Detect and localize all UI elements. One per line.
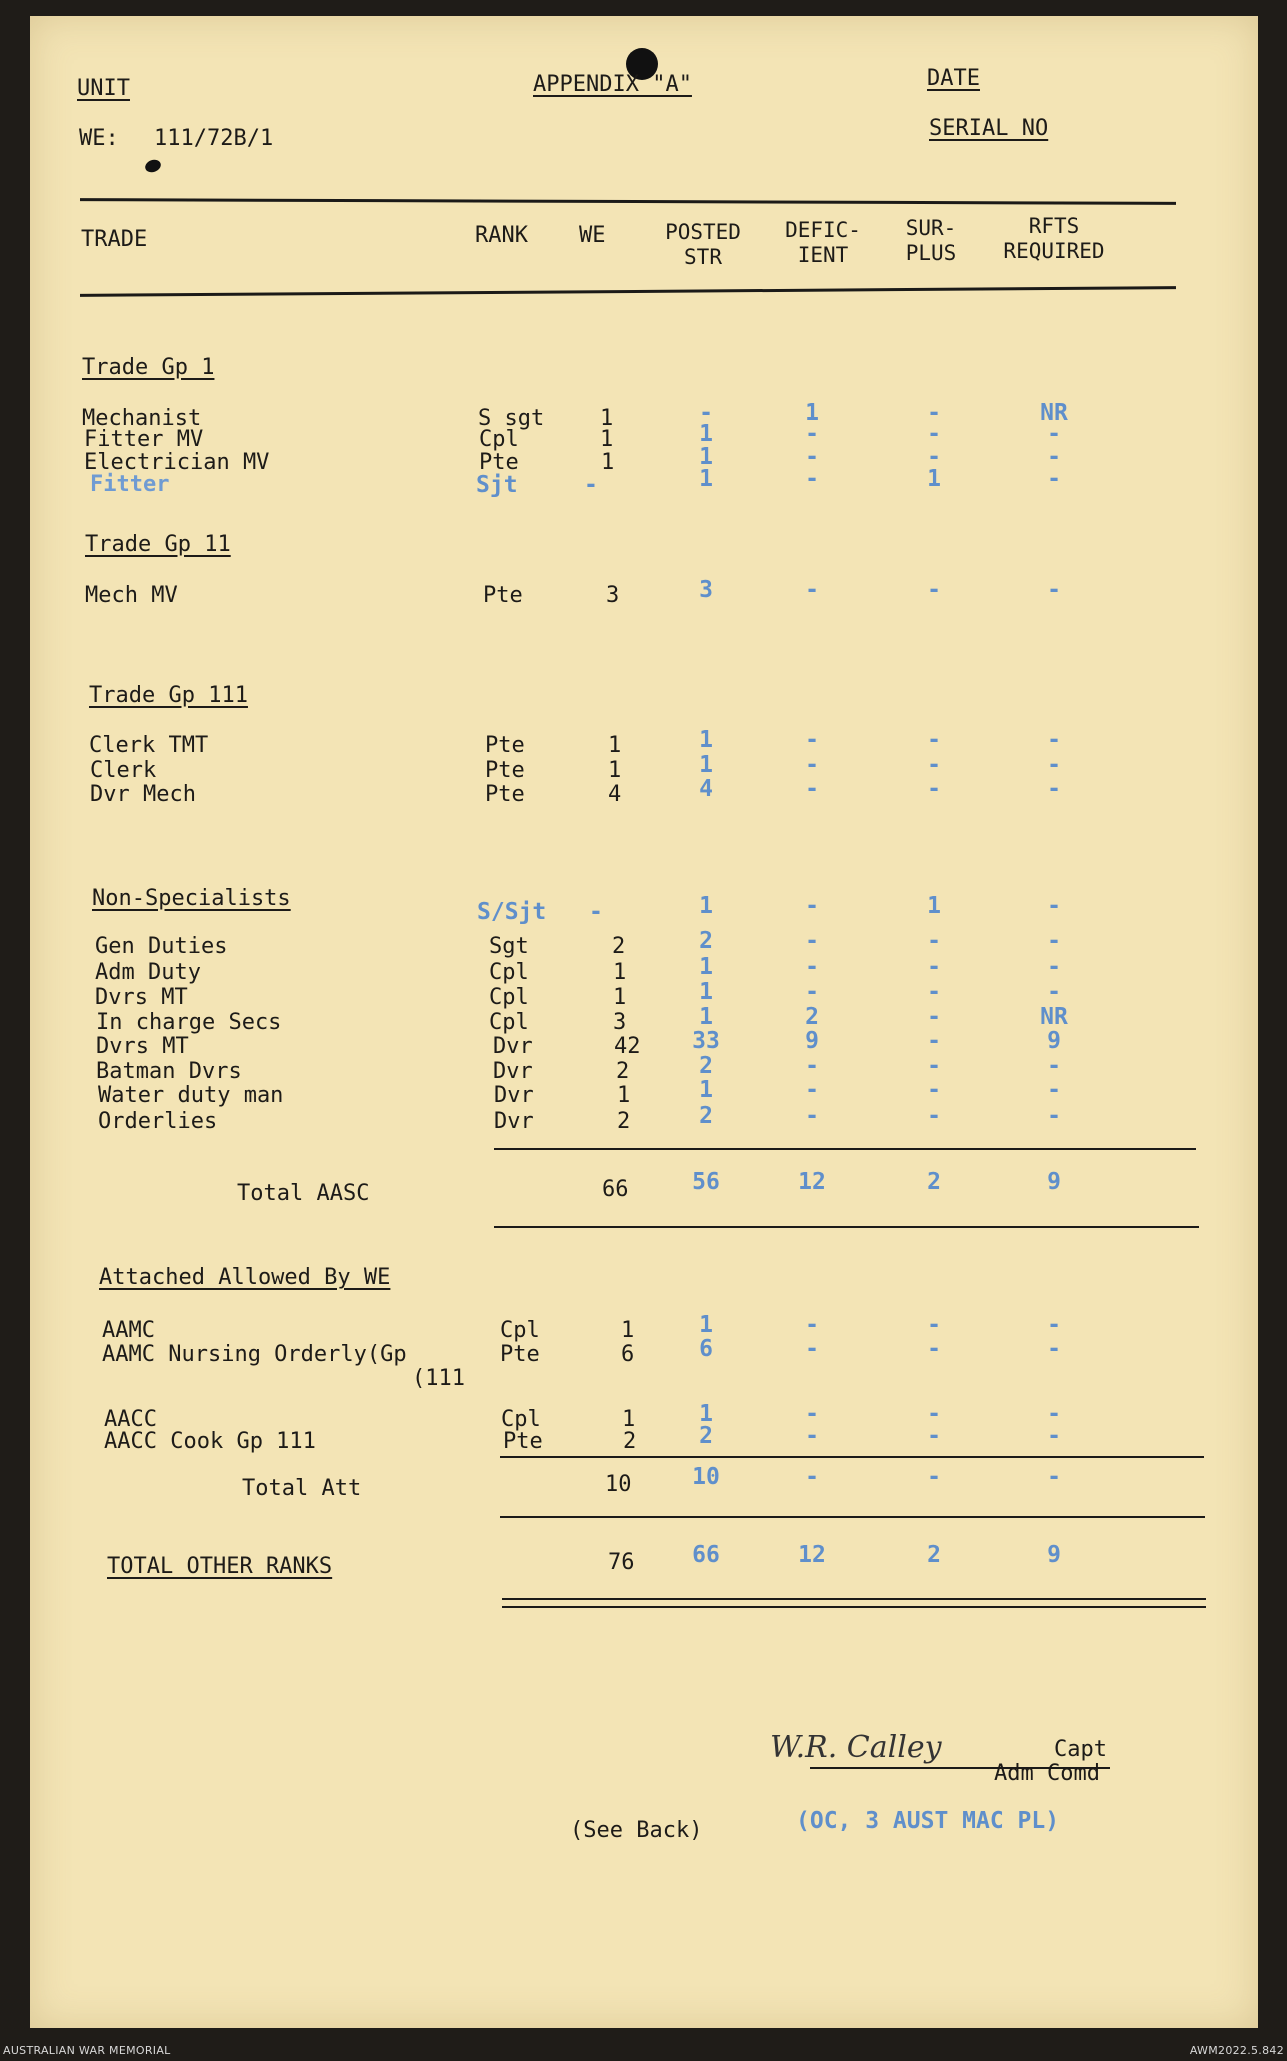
deficient-cell: - [805,1423,819,1449]
trade-cell: Clerk TMT [89,733,209,758]
we-cell: 2 [623,1429,637,1454]
rfts-cell: - [1047,752,1061,778]
surplus-cell: 1 [927,466,941,492]
rfts-cell: - [1047,776,1061,802]
surplus-cell: - [927,1004,941,1030]
surplus-cell: - [927,954,941,980]
we-cell: 1 [600,427,614,452]
handwritten-signature: W.R. Calley [770,1730,942,1765]
rank-cell: Cpl [489,1010,529,1035]
final-rule-1 [502,1598,1206,1600]
posted-cell: 1 [699,421,713,447]
deficient-cell: - [805,1401,819,1427]
we-cell: 3 [613,1010,627,1035]
surplus-cell: - [927,1401,941,1427]
total-surplus: - [927,1464,941,1490]
rank-cell: Cpl [501,1407,541,1432]
trade-cell: Gen Duties [95,934,228,959]
posted-cell: 2 [699,1053,713,1079]
rank-cell: Cpl [489,985,529,1010]
rfts-cell: - [1047,444,1061,470]
serial-label: SERIAL NO [929,116,1049,141]
deficient-cell: - [805,577,819,603]
deficient-cell: - [805,421,819,447]
deficient-cell: - [805,893,819,919]
deficient-cell: - [805,727,819,753]
trade-cell: Water duty man [98,1083,284,1108]
trade-cell: Fitter MV [84,427,204,452]
rfts-cell: - [1047,893,1061,919]
rfts-cell: 9 [1047,1028,1061,1054]
deficient-cell: 1 [805,400,819,426]
we-cell: 1 [608,733,622,758]
col-posted: POSTED STR [665,220,741,270]
deficient-cell: 2 [805,1004,819,1030]
trade-cell: In charge Secs [96,1010,282,1035]
total-label: Total Att [242,1476,362,1501]
total-deficient: 12 [798,1542,826,1568]
deficient-cell: - [805,928,819,954]
rfts-cell: - [1047,928,1061,954]
posted-cell: 2 [699,928,713,954]
total-we: 76 [608,1550,635,1575]
we-label: WE: [79,126,119,151]
surplus-cell: - [927,1312,941,1338]
rfts-cell: - [1047,954,1061,980]
deficient-cell: - [805,979,819,1005]
appendix-title: APPENDIX "A" [533,72,692,97]
footer-left: AUSTRALIAN WAR MEMORIAL [3,2044,171,2057]
surplus-cell: - [927,727,941,753]
we-cell: 3 [606,583,620,608]
deficient-cell: 9 [805,1028,819,1054]
rank-cell: Pte [483,583,523,608]
surplus-cell: - [927,421,941,447]
we-cell: 1 [600,406,614,431]
rank-cell: Pte [485,782,525,807]
we-cell: 1 [622,1407,636,1432]
rfts-cell: - [1047,1401,1061,1427]
posted-cell: 6 [699,1336,713,1362]
we-cell: 1 [601,450,615,475]
trade-cell: (111 [412,1366,465,1391]
rfts-cell: - [1047,1336,1061,1362]
deficient-cell: - [805,1103,819,1129]
we-cell: 2 [617,1109,631,1134]
total-we: 10 [605,1472,632,1497]
attached-rule [500,1456,1204,1458]
total-posted: 56 [692,1169,720,1195]
deficient-cell: - [805,776,819,802]
we-reference: 111/72B/1 [154,126,274,151]
we-cell: 1 [613,960,627,985]
col-deficient: DEFIC- IENT [785,218,861,268]
we-cell: 42 [614,1034,641,1059]
trade-cell: AAMC Nursing Orderly(Gp [102,1342,407,1367]
deficient-cell: - [805,444,819,470]
trade-cell: AACC Cook Gp 111 [104,1429,316,1454]
rfts-cell: - [1047,727,1061,753]
rank-cell: Pte [500,1342,540,1367]
we-cell: 1 [613,985,627,1010]
total-posted: 66 [692,1542,720,1568]
trade-cell: Orderlies [98,1109,218,1134]
deficient-cell: - [805,752,819,778]
surplus-cell: - [927,979,941,1005]
we-cell: 4 [608,782,622,807]
total-we: 66 [602,1177,629,1202]
rank-cell: Dvr [494,1109,534,1134]
surplus-cell: - [927,752,941,778]
deficient-cell: - [805,466,819,492]
trade-cell: Adm Duty [95,960,201,985]
rank-cell: Pte [485,758,525,783]
total-label: Total AASC [237,1181,370,1206]
surplus-cell: - [927,444,941,470]
unit-stamp: (OC, 3 AUST MAC PL) [796,1808,1060,1834]
col-we: WE [579,223,606,248]
group-heading-gp2: Trade Gp 11 [85,532,231,557]
we-cell: - [584,472,598,498]
total-rfts: 9 [1047,1542,1061,1568]
col-rfts: RFTS REQUIRED [1003,214,1105,264]
posted-cell: 1 [699,979,713,1005]
rfts-cell: - [1047,1053,1061,1079]
rfts-cell: - [1047,466,1061,492]
rfts-cell: - [1047,1077,1061,1103]
rfts-cell: NR [1040,1004,1068,1030]
posted-cell: 1 [699,1077,713,1103]
rfts-cell: - [1047,1312,1061,1338]
rank-cell: Dvr [493,1059,533,1084]
posted-cell: - [699,400,713,426]
we-cell: 1 [617,1083,631,1108]
deficient-cell: - [805,1312,819,1338]
deficient-cell: - [805,1077,819,1103]
deficient-cell: - [805,954,819,980]
posted-cell: 1 [699,1312,713,1338]
signature-appointment: Adm Comd [994,1761,1100,1786]
trade-cell: Fitter [90,472,170,497]
col-rank: RANK [475,223,528,248]
rank-cell: Pte [503,1429,543,1454]
rank-cell: S sgt [478,406,545,431]
rfts-cell: - [1047,577,1061,603]
rank-cell: Dvr [493,1034,533,1059]
trade-cell: AACC [104,1407,157,1432]
total-aasc-rule [494,1226,1199,1228]
posted-cell: 1 [699,752,713,778]
we-cell: - [589,899,603,925]
rank-cell: Sjt [476,472,518,498]
see-back-note: (See Back) [570,1818,703,1843]
surplus-cell: - [927,577,941,603]
we-cell: 2 [616,1059,630,1084]
posted-cell: 1 [699,727,713,753]
trade-cell: Dvrs MT [96,1034,189,1059]
col-surplus: SUR- PLUS [905,216,957,266]
we-cell: 2 [612,934,626,959]
posted-cell: 1 [699,1004,713,1030]
trade-cell: Mechanist [82,406,202,431]
posted-cell: 3 [699,577,713,603]
surplus-cell: - [927,1028,941,1054]
rank-cell: Cpl [500,1318,540,1343]
rfts-cell: NR [1040,400,1068,426]
col-trade: TRADE [81,227,148,252]
subtotal-rule [494,1148,1196,1150]
rank-cell: Sgt [489,934,529,959]
trade-cell: Dvr Mech [90,782,196,807]
surplus-cell: - [927,928,941,954]
final-rule-2 [502,1606,1206,1608]
posted-cell: 4 [699,776,713,802]
group-heading-gp3: Trade Gp 111 [89,683,248,708]
rank-cell: Cpl [489,960,529,985]
posted-cell: 2 [699,1423,713,1449]
unit-label: UNIT [77,76,130,101]
total-rfts: 9 [1047,1169,1061,1195]
posted-cell: 2 [699,1103,713,1129]
posted-cell: 1 [699,893,713,919]
surplus-cell: - [927,1053,941,1079]
trade-cell: Batman Dvrs [96,1059,242,1084]
total-deficient: - [805,1464,819,1490]
rfts-cell: - [1047,421,1061,447]
trade-cell: Dvrs MT [95,985,188,1010]
posted-cell: 1 [699,444,713,470]
total-label: TOTAL OTHER RANKS [107,1554,333,1579]
posted-cell: 1 [699,954,713,980]
posted-cell: 1 [699,1401,713,1427]
rfts-cell: - [1047,1103,1061,1129]
deficient-cell: - [805,1053,819,1079]
surplus-cell: 1 [927,893,941,919]
surplus-cell: - [927,776,941,802]
trade-cell: Mech MV [85,583,178,608]
total-att-rule [500,1516,1205,1518]
posted-cell: 1 [699,466,713,492]
we-cell: 6 [621,1342,635,1367]
footer-right: AWM2022.5.842 [1189,2044,1284,2057]
rank-cell: Pte [479,450,519,475]
date-label: DATE [927,66,980,91]
rank-cell: S/Sjt [477,899,547,925]
rfts-cell: - [1047,979,1061,1005]
surplus-cell: - [927,1423,941,1449]
total-surplus: 2 [927,1169,941,1195]
group-heading-nonspec: Non-Specialists [92,886,291,911]
deficient-cell: - [805,1336,819,1362]
trade-cell: Clerk [90,758,157,783]
rfts-cell: - [1047,1423,1061,1449]
surplus-cell: - [927,1336,941,1362]
posted-cell: 33 [692,1028,720,1054]
group-heading-attached: Attached Allowed By WE [99,1265,391,1290]
total-surplus: 2 [927,1542,941,1568]
total-posted: 10 [692,1464,720,1490]
rank-cell: Dvr [494,1083,534,1108]
we-cell: 1 [621,1318,635,1343]
signature-rank: Capt [1054,1737,1107,1762]
we-cell: 1 [608,758,622,783]
group-heading-gp1: Trade Gp 1 [82,355,215,380]
total-rfts: - [1047,1464,1061,1490]
rank-cell: Cpl [479,427,519,452]
total-deficient: 12 [798,1169,826,1195]
surplus-cell: - [927,1103,941,1129]
rank-cell: Pte [485,733,525,758]
surplus-cell: - [927,400,941,426]
surplus-cell: - [927,1077,941,1103]
trade-cell: Electrician MV [84,450,270,475]
trade-cell: AAMC [102,1318,155,1343]
